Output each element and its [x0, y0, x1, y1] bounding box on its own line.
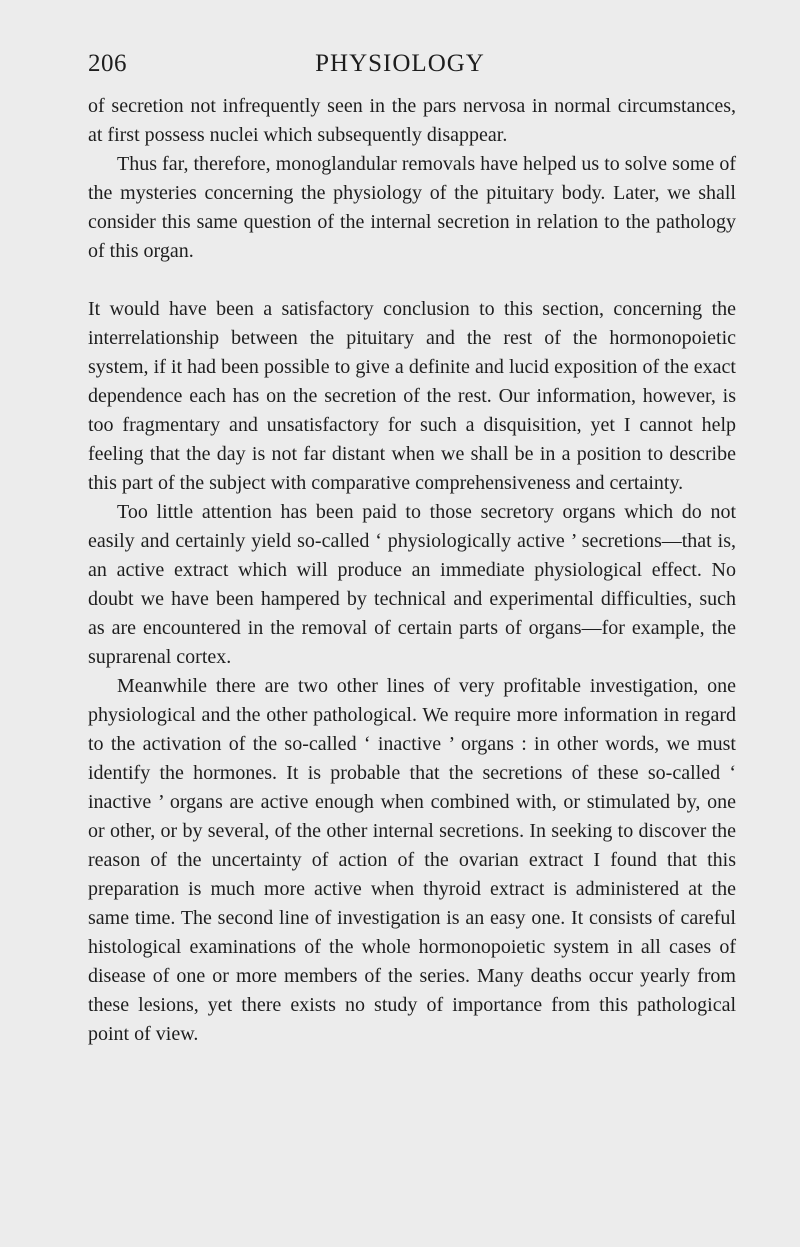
running-head: [0, 50, 800, 84]
running-title: PHYSIOLOGY: [315, 50, 485, 77]
paragraph: Meanwhile there are two other lines of very profitable investigation, one physiological and the other pathological. We require more information in regard to the activation of the so-called ‘ inactive ’ organs : in other words, we must identify the hormones. It is probable that the secretions of these so-called ‘ inactive ’ organs are active enough when combined with, or stimulated by, one or other, or by several, of the other internal secretions. In seeking to discover the reason of the uncertainty of action of the ovarian extract I found that this preparation is much more active when thyroid extract is administered at the same time. The second line of investigation is an easy one. It consists of careful histological examinations of the whole hormonopoietic system in all cases of disease of one or more members of the series. Many deaths occur yearly from these lesions, yet there exists no study of importance from this pathological point of view.: [88, 675, 736, 1045]
paragraph-continued: of secretion not infrequently seen in the pars nervosa in normal circumstances, at first possess nuclei which subsequently disappear.: [88, 95, 736, 146]
paragraph-section-start: It would have been a satisfactory conclusion to this section, concerning the interrelationship between the pituitary and the rest of the hormonopoietic system, if it had been possible to give a definite and lucid exposition of the exact dependence each has on the secretion of the rest. Our information, however, is too fragmentary and unsatisfactory for such a disquisition, yet I cannot help feeling that the day is not far distant when we shall be in a position to describe this part of the subject with comparative comprehensiveness and certainty.: [88, 298, 736, 494]
paragraph: Thus far, therefore, monoglandular removals have helped us to solve some of the mysteries concerning the physiology of the pituitary body. Later, we shall consider this same question of the internal secretion in relation to the pathology of this organ.: [88, 153, 736, 262]
page-number: 206: [88, 50, 127, 77]
paragraph: Too little attention has been paid to those secretory organs which do not easily and certainly yield so-called ‘ physiologically active ’ secretions—that is, an active extract which will produce an immediate physiological effect. No doubt we have been hampered by technical and experimental difficulties, such as are encountered in the removal of certain parts of organs—for example, the suprarenal cortex.: [88, 501, 736, 668]
body-text: [88, 92, 736, 1049]
